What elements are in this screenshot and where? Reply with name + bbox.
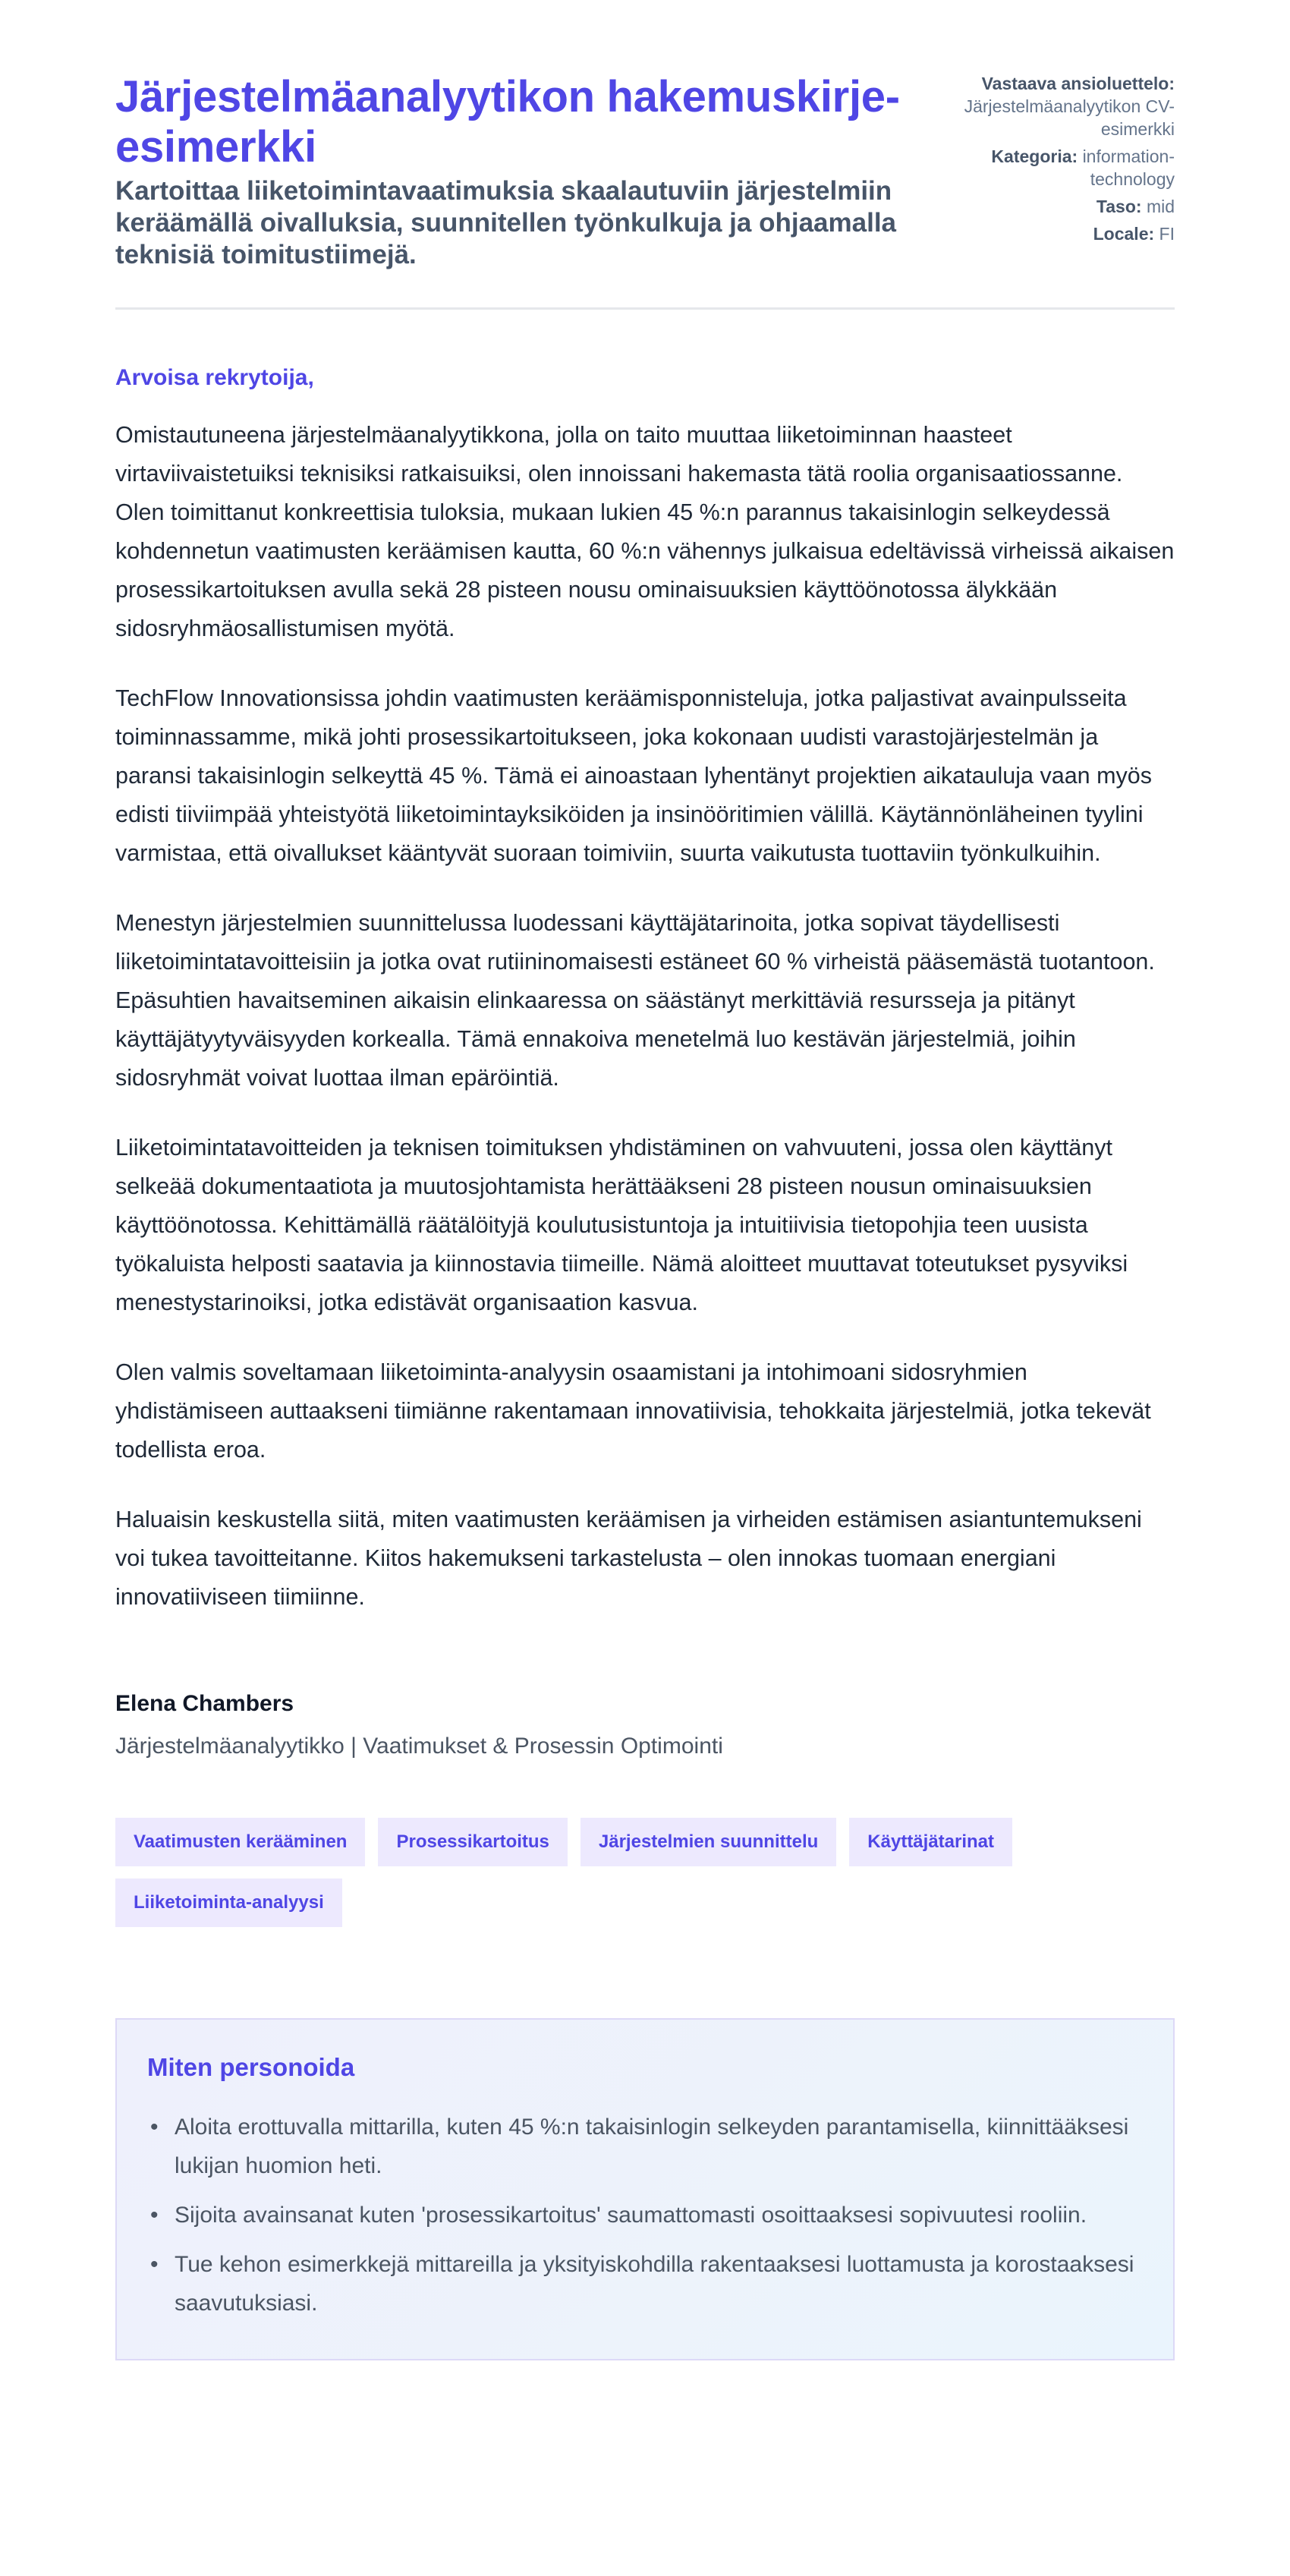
tip-item <box>147 2108 1143 2185</box>
tips-title: Miten personoida <box>147 2053 355 2081</box>
header-main <box>115 72 920 271</box>
meta-value: FI <box>1159 224 1175 244</box>
letter-body <box>115 363 1175 1617</box>
tip-text: Sijoita avainsanat kuten 'prosessikartoitus' saumattomasti osoittaaksesi sopivuutesi rooliin. <box>175 2203 1087 2228</box>
page-header <box>115 72 1175 271</box>
meta-label: Kategoria: <box>991 146 1078 166</box>
tip-text: Aloita erottuvalla mittarilla, kuten 45 %:n takaisinlogin selkeyden parantamisella, kiinnittääksesi lukijan huomion heti. <box>175 2115 1129 2178</box>
meta-level <box>962 195 1175 218</box>
meta-value: Järjestelmäanalyytikon CV-esimerkki <box>964 96 1175 139</box>
letter-paragraph: Haluaisin keskustella siitä, miten vaatimusten keräämisen ja virheiden estämisen asiantuntemukseni voi tukea tavoitteitanne. Kiitos hakemukseni tarkastelusta – olen innokas tuomaan energiani innovatiiviseen tiimiinne. <box>115 1507 1142 1610</box>
skill-tag[interactable]: Järjestelmien suunnittelu <box>580 1818 836 1866</box>
signature-name: Elena Chambers <box>115 1691 294 1716</box>
bullet-icon: • <box>150 2252 159 2277</box>
meta-label: Vastaava ansioluettelo: <box>981 74 1175 93</box>
letter-paragraphs <box>115 416 1175 1617</box>
cover-letter-page <box>115 0 1175 2360</box>
skill-tag[interactable]: Prosessikartoitus <box>378 1818 567 1866</box>
meta-label: Locale: <box>1093 224 1155 244</box>
skill-tag[interactable]: Vaatimusten kerääminen <box>115 1818 365 1866</box>
tip-item <box>147 2196 1143 2234</box>
letter-paragraph: Omistautuneena järjestelmäanalyytikkona, jolla on taito muuttaa liiketoiminnan haasteet virtaviivaistetuiksi teknisiksi ratkaisuiksi, olen innoissani hakemasta tätä roolia organisaatiossanne. Olen toimittanut konkreettisia tuloksia, mukaan lukien 45 %:n parannus takaisinlogin selkeydessä kohdennetun vaatimusten keräämisen kautta, 60 %:n vähennys julkaisua edeltävissä virheissä aikaisen prosessikartoituksen avulla sekä 28 pisteen nousu ominaisuuksien käyttöönotossa älykkään sidosryhmäosallistumisen myötä. <box>115 422 1175 641</box>
meta-label: Taso: <box>1096 197 1142 216</box>
tip-item <box>147 2245 1143 2322</box>
skill-tag[interactable]: Käyttäjätarinat <box>849 1818 1012 1866</box>
signature <box>115 1689 1175 1762</box>
letter-paragraph: Liiketoimintatavoitteiden ja teknisen toimituksen yhdistäminen on vahvuuteni, jossa olen käyttänyt selkeää dokumentaatiota ja muutosjohtamista herättääkseni 28 pisteen nousun ominaisuuksien käyttöönotossa. Kehittämällä räätälöityjä koulutusistuntoja ja intuitiivisia tietopohjia teen uusista työkaluista helposti saatavia ja kiinnostavia tiimeille. Nämä aloitteet muuttavat toteutukset pysyviksi menestystarinoiksi, jotka edistävät organisaation kasvua. <box>115 1135 1128 1315</box>
letter-paragraph: TechFlow Innovationsissa johdin vaatimusten keräämisponnisteluja, jotka paljastivat avainpulsseita toiminnassamme, mikä johti prosessikartoitukseen, joka kokonaan uudisti varastojärjestelmän ja paransi takaisinlogin selkeyttä 45 %. Tämä ei ainoastaan lyhentänyt projektien aikatauluja vaan myös edisti tiiviimpää yhteistyötä liiketoimintayksiköiden ja insinööritimien välillä. Käytännönläheinen tyylini varmistaa, että oivallukset kääntyvät suoraan toimiviin, suurta vaikutusta tuottaviin työnkulkuihin. <box>115 685 1152 866</box>
greeting: Arvoisa rekrytoija, <box>115 365 314 390</box>
bullet-icon: • <box>150 2203 159 2228</box>
letter-paragraph: Menestyn järjestelmien suunnittelussa luodessani käyttäjätarinoita, jotka sopivat täydellisesti liiketoimintatavoitteisiin ja jotka ovat rutiininomaisesti estäneet 60 % virheistä pääsemästä tuotantoon. Epäsuhtien havaitseminen aikaisin elinkaaressa on säästänyt merkittäviä resursseja ja pitänyt käyttäjätyytyväisyyden korkealla. Tämä ennakoiva menetelmä luo kestävän järjestelmiä, joihin sidosryhmät voivat luottaa ilman epäröintiä. <box>115 910 1155 1091</box>
tips-list <box>147 2108 1143 2322</box>
meta-panel <box>962 72 1175 250</box>
personalization-tips <box>115 2018 1175 2360</box>
bullet-icon: • <box>150 2115 159 2140</box>
signature-title: Järjestelmäanalyytikko | Vaatimukset & Prosessin Optimointi <box>115 1734 723 1759</box>
header-divider <box>115 307 1175 310</box>
tip-text: Tue kehon esimerkkejä mittareilla ja yksityiskohdilla rakentaaksesi luottamusta ja korostaaksesi saavutuksiasi. <box>175 2252 1134 2316</box>
skill-tag[interactable]: Liiketoiminta-analyysi <box>115 1878 342 1927</box>
meta-related-resume <box>962 72 1175 140</box>
page-subtitle: Kartoittaa liiketoimintavaatimuksia skaalautuviin järjestelmiin keräämällä oivalluksia, suunnitellen työnkulkuja ja ohjaamalla teknisiä toimitustiimejä. <box>115 176 897 269</box>
meta-value: information-technology <box>1082 146 1175 189</box>
meta-locale <box>962 222 1175 245</box>
letter-paragraph: Olen valmis soveltamaan liiketoiminta-analyysin osaamistani ja intohimoani sidosryhmien yhdistämiseen auttaakseni tiimiänne rakentamaan innovatiivisia, tehokkaita järjestelmiä, jotka tekevät todellista eroa. <box>115 1359 1151 1463</box>
skill-tags <box>115 1818 1175 1927</box>
page-title: Järjestelmäanalyytikon hakemuskirje-esimerkki <box>115 72 900 172</box>
meta-value: mid <box>1146 197 1175 216</box>
meta-category <box>962 145 1175 191</box>
